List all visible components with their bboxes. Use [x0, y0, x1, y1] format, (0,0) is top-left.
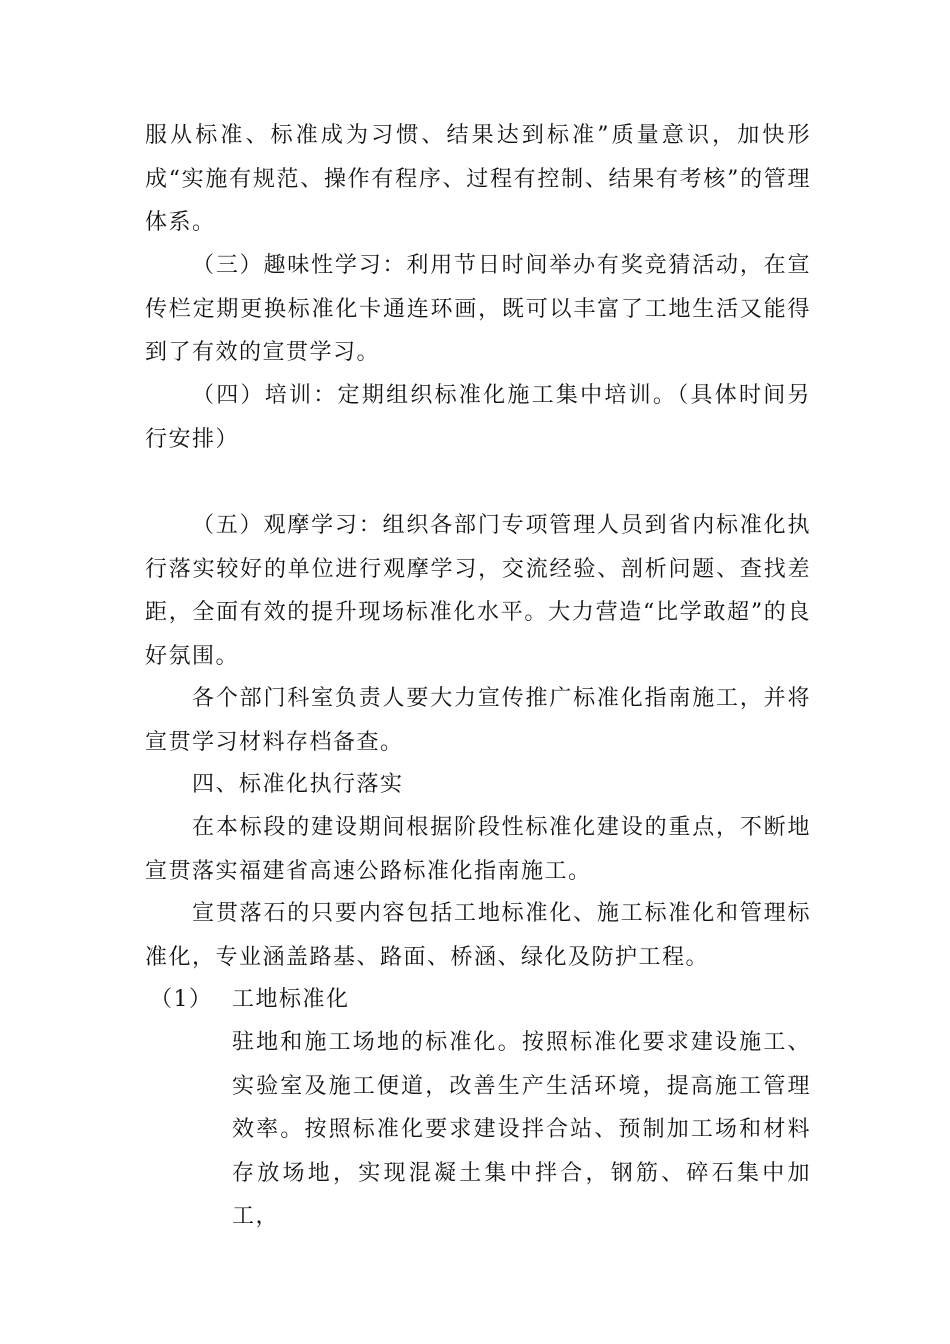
paragraph-fun-learning: （三）趣味性学习：利用节日时间举办有奖竞猜活动，在宣传栏定期更换标准化卡通连环画，既可以丰富了工地生活又能得到了有效的宣贯学习。	[145, 253, 811, 365]
paragraph-quality-awareness: 服从标准、标准成为习惯、结果达到标准”质量意识，加快形成“实施有规范、操作有程序、过程有控制、结果有考核”的管理体系。	[145, 123, 811, 235]
paragraph-observation-study: （五）观摩学习：组织各部门专项管理人员到省内标准化执行落实较好的单位进行观摩学习，交流经验、剖析问题、查找差距，全面有效的提升现场标准化水平。大力营造“比学敢超”的良好氛围。	[145, 513, 811, 669]
list-item-title: 工地标准化	[232, 987, 350, 1012]
list-item-body: 驻地和施工场地的标准化。按照标准化要求建设施工、实验室及施工便道，改善生产生活环境，提高施工管理效率。按照标准化要求建设拌合站、预制加工场和材料存放场地，实现混凝土集中拌合，钢筋、碎石集中加工，	[232, 1030, 811, 1229]
paragraph-content-scope: 宣贯落石的只要内容包括工地标准化、施工标准化和管理标准化，专业涵盖路基、路面、桥涵、绿化及防护工程。	[145, 901, 811, 970]
paragraph-implementation: 在本标段的建设期间根据阶段性标准化建设的重点，不断地宣贯落实福建省高速公路标准化指南施工。	[145, 815, 811, 884]
section-heading-4: 四、标准化执行落实	[192, 772, 404, 797]
paragraph-department-heads: 各个部门科室负责人要大力宣传推广标准化指南施工，并将宣贯学习材料存档备查。	[145, 686, 811, 755]
paragraph-training: （四）培训：定期组织标准化施工集中培训。（具体时间另行安排）	[145, 383, 811, 452]
list-item-number: （1）	[150, 987, 213, 1012]
